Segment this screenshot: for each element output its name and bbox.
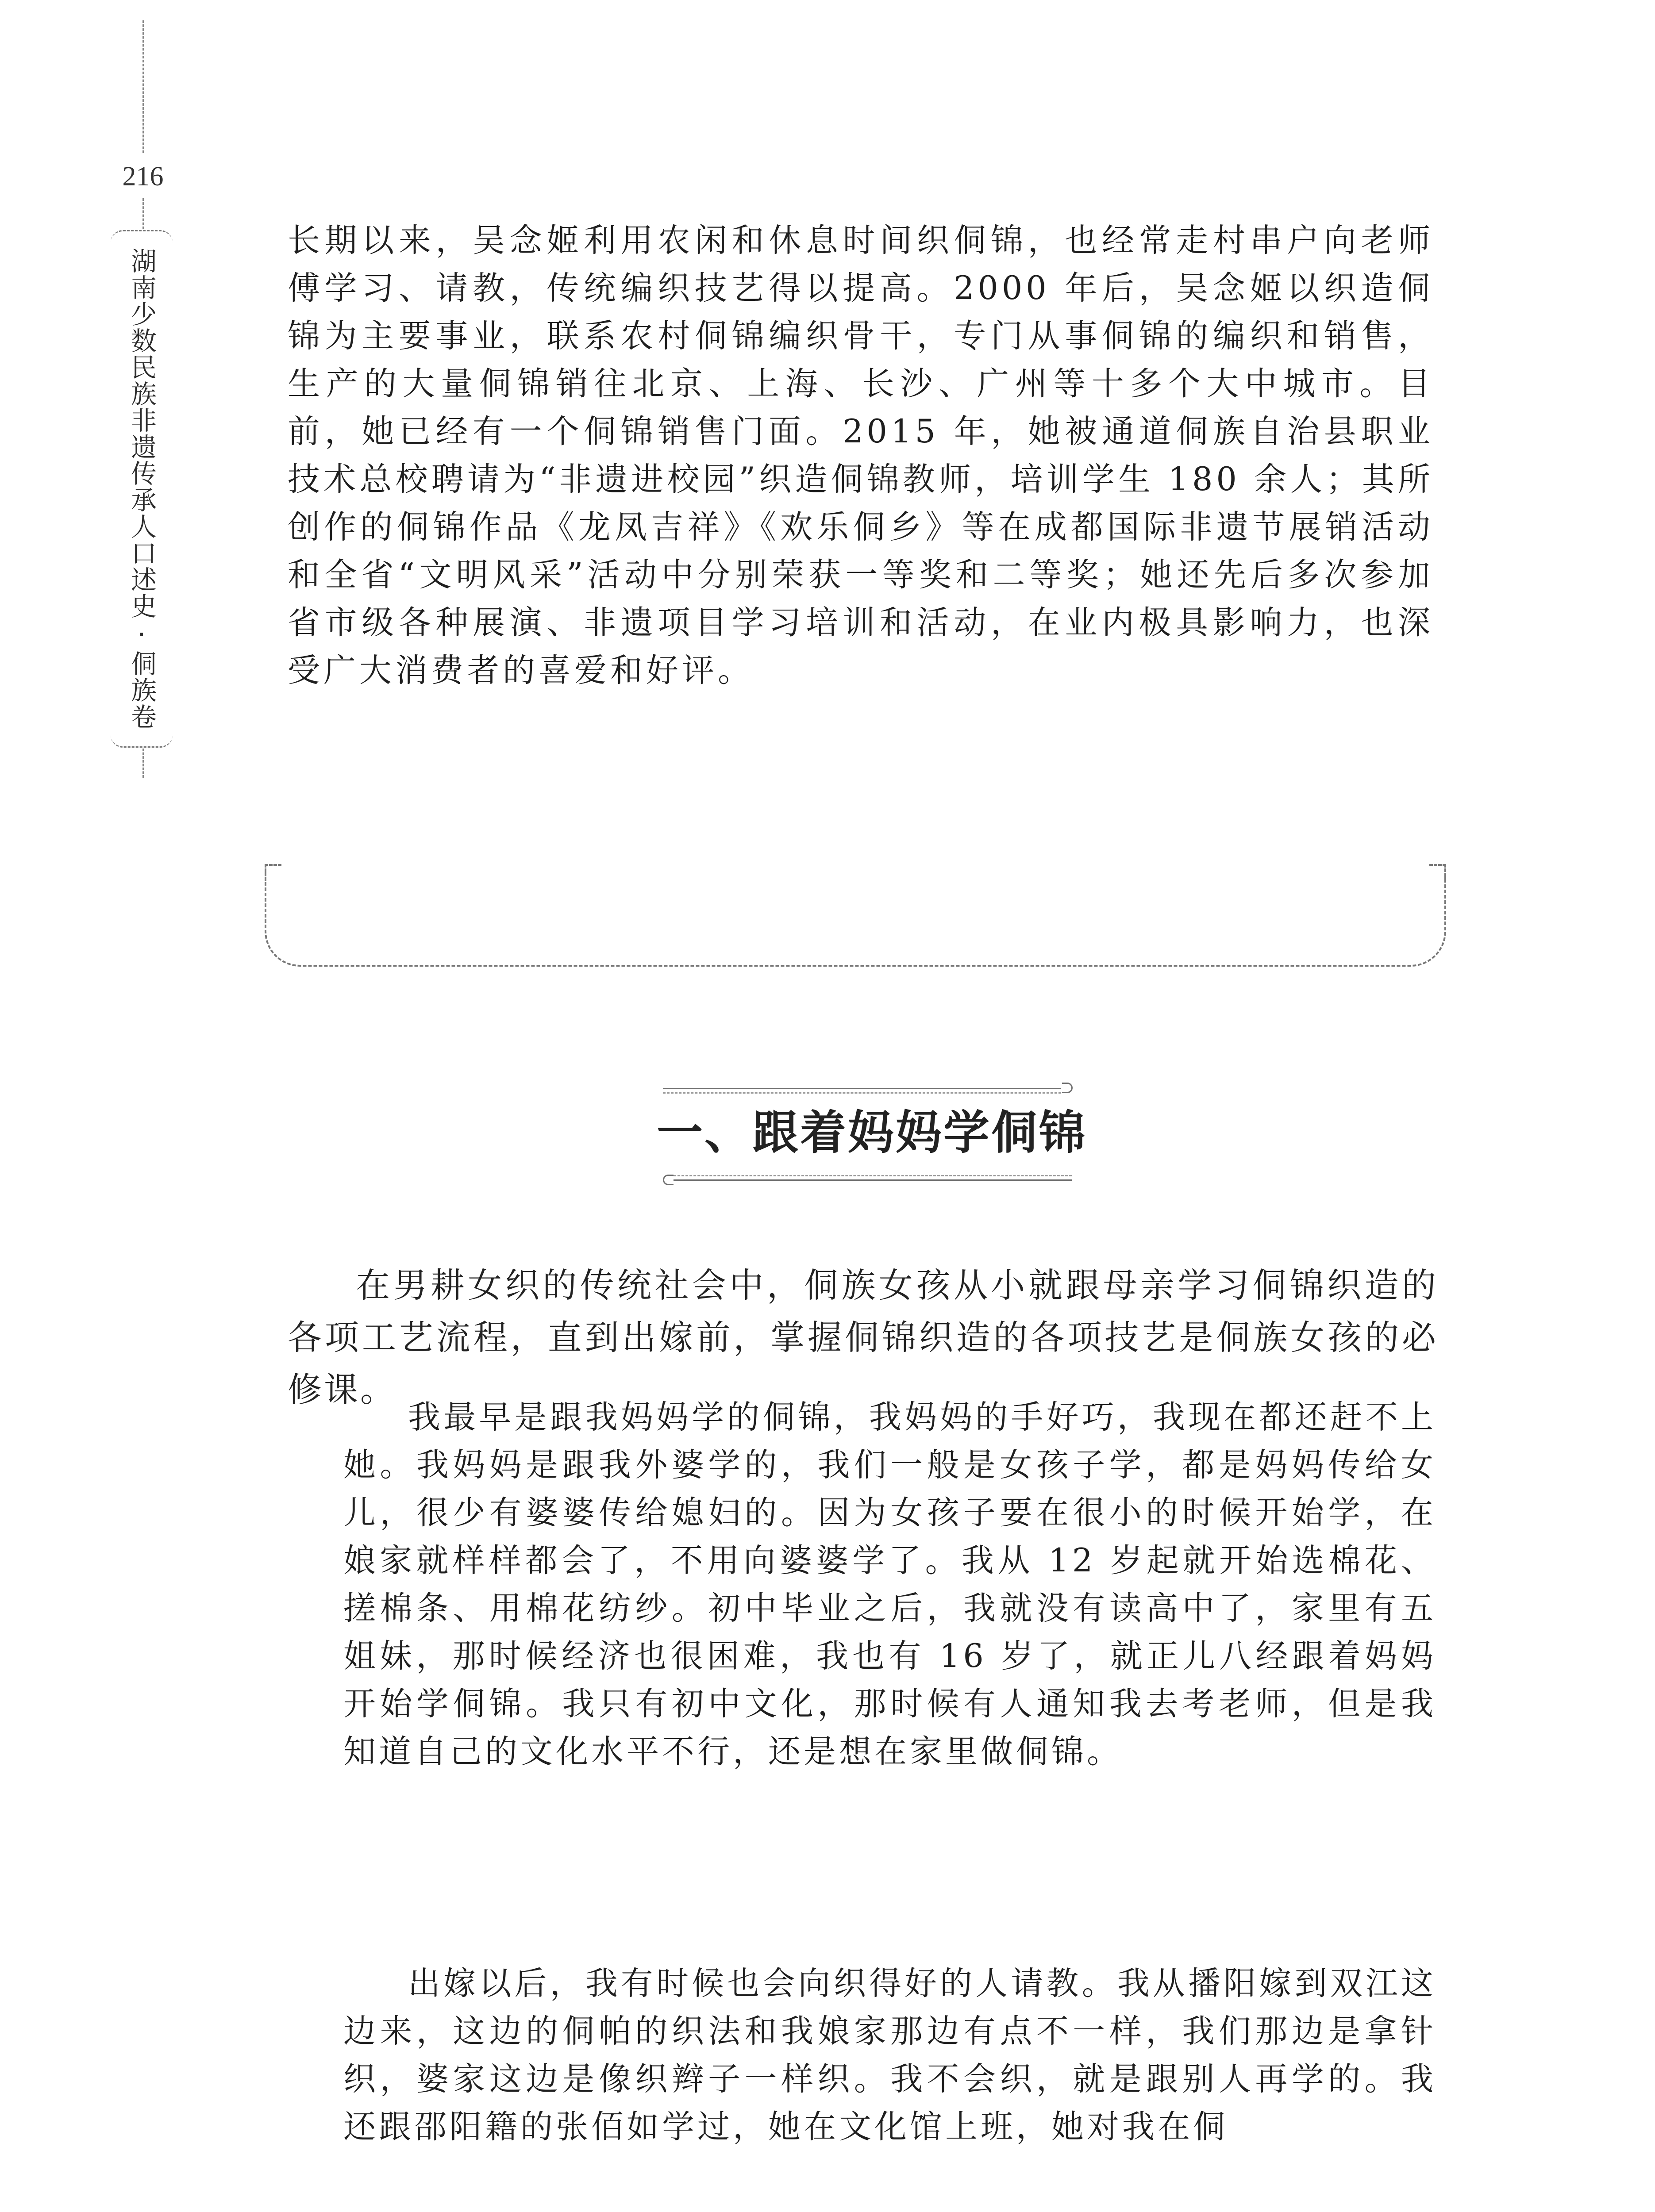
heading-rule-bottom xyxy=(674,1179,1072,1181)
section-lead-paragraph: 在男耕女织的传统社会中，侗族女孩从小就跟母亲学习侗锦织造的各项工艺流程，直到出嫁前，掌握侗锦织造的各项技艺是侗族女孩的必修课。 xyxy=(288,1266,1438,1410)
intro-paragraph: 长期以来，吴念姬利用农闲和休息时间织侗锦，也经常走村串户向老师傅学习、请教，传统编织技艺得以提高。2000 年后，吴念姬以织造侗锦为主要事业，联系农村侗锦编织骨干，专门从事侗锦的编织和销售，生产的大量侗锦销往北京、上海、长沙、广州等十多个大中城市。目前，她已经有一个侗锦销售门面。2015 年，她被通道侗族自治县职业技术总校聘请为“非遗进校园”织造侗锦教师，培训学生 180 余人；其所创作的侗锦作品《龙凤吉祥》《欢乐侗乡》等在成都国际非遗节展销活动和全省“文明风采”活动中分别荣获一等奖和二等奖；她还先后多次参加省市级各种展演、非遗项目学习培训和活动，在业内极具影响力，也深受广大消费者的喜爱和好评。 xyxy=(288,222,1434,689)
oral-history-paragraph-1: 我最早是跟我妈妈学的侗锦，我妈妈的手好巧，我现在都还赶不上她。我妈妈是跟我外婆学的，我们一般是女孩子学，都是妈妈传给女儿，很少有婆婆传给媳妇的。因为女孩子要在很小的时候开始学，在娘家就样样都会了，不用向婆婆学了。我从 12 岁起就开始选棉花、搓棉条、用棉花纺纱。初中毕业之后，我就没有读高中了，家里有五姐妹，那时候经济也很困难，我也有 16 岁了，就正儿八经跟着妈妈开始学侗锦。我只有初中文化，那时候有人通知我去考老师，但是我知道自己的文化水平不行，还是想在家里做侗锦。 xyxy=(343,1398,1436,1770)
intro-frame xyxy=(265,869,1446,967)
heading-rule-top-dashed xyxy=(663,1092,1061,1094)
heading-curl-bottom-icon xyxy=(663,1175,674,1185)
section-heading: 一、跟着妈妈学侗锦 xyxy=(656,1106,1087,1160)
margin-dashed-line-top xyxy=(142,20,144,153)
margin-dashed-line-middle xyxy=(142,198,144,229)
running-title-block xyxy=(111,230,173,748)
page-number: 216 xyxy=(122,161,164,192)
heading-rule-top xyxy=(663,1088,1061,1089)
margin-dashed-line-bottom xyxy=(142,749,144,778)
section-heading-block xyxy=(650,1073,1093,1193)
heading-curl-top-icon xyxy=(1062,1083,1073,1093)
oral-history-paragraph-2: 出嫁以后，我有时候也会向织得好的人请教。我从播阳嫁到双江这边来，这边的侗帕的织法和我娘家那边有点不一样，我们那边是拿针织，婆家这边是像织辫子一样织。我不会织，就是跟别人再学的。我还跟邵阳籍的张佰如学过，她在文化馆上班，她对我在侗 xyxy=(343,1965,1436,2146)
running-title: 湖南少数民族非遗传承人口述史·侗族卷 xyxy=(127,248,157,730)
heading-rule-bottom-dashed xyxy=(674,1175,1072,1176)
